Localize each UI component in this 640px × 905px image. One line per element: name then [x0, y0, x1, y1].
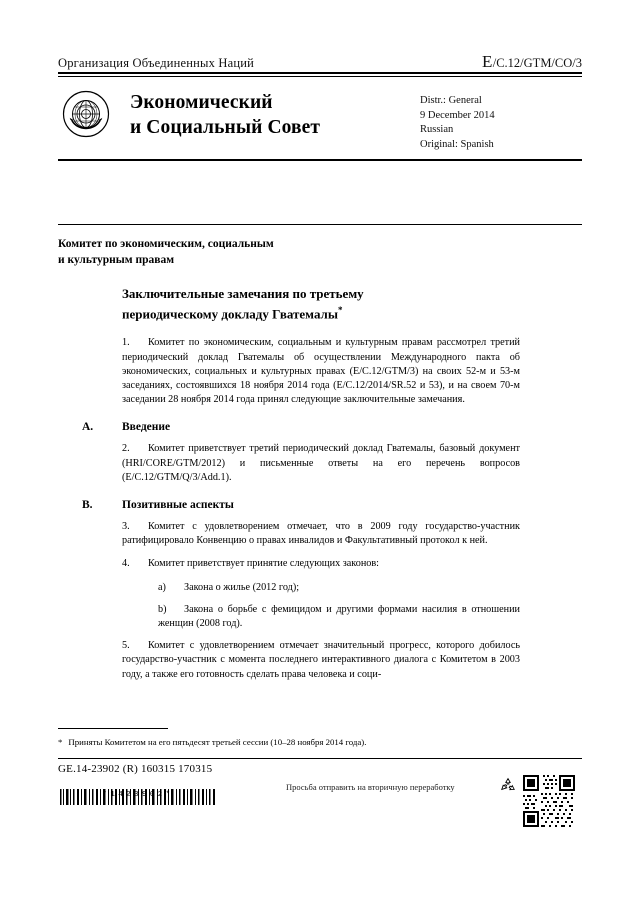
paragraph-text: Комитет приветствует третий периодический доклад Гватемалы, базовый документ (HRI/CORE/GTM/2012) и письменные ответы на его перечень вопросов (E/C.12/GTM/Q/3/Add.1). — [122, 443, 520, 483]
footer-rule — [58, 758, 582, 759]
committee-name — [58, 236, 458, 268]
page-title-line2 — [122, 302, 520, 322]
un-emblem-icon — [62, 90, 110, 138]
paragraph-text: Комитет с удовлетворением отмечает, что в 2009 году государство-участник ратифицировало Конвенцию о правах инвалидов и Факультативный протокол к ней. — [122, 520, 520, 547]
footnote-rule — [58, 728, 168, 729]
section-letter: B. — [82, 498, 93, 511]
section-title: Позитивные аспекты — [122, 498, 234, 511]
symbol-suffix: /C.12/GTM/CO/3 — [492, 56, 582, 70]
barcode-digits: *1423902* — [102, 791, 174, 799]
paragraph-1 — [122, 336, 520, 407]
sub-item-text: Закона о борьбе с фемицидом и другими формами насилия в отношении женщин (2008 год). — [158, 603, 520, 629]
section-letter: A. — [82, 421, 94, 434]
sub-item-a — [122, 581, 520, 595]
document-body — [82, 285, 520, 691]
symbol-prefix: E — [481, 52, 493, 71]
page-title-line2-text: периодическому докладу Гватемалы — [122, 306, 339, 322]
document-header — [58, 52, 582, 72]
paragraph-number: 2. — [122, 443, 130, 455]
qr-code-icon — [521, 773, 577, 829]
paragraph-number: 4. — [122, 558, 130, 570]
paragraph-3 — [122, 520, 520, 548]
footnote — [58, 736, 538, 748]
recycle-text: Просьба отправить на вторичную переработку — [286, 782, 455, 792]
recycle-icon — [500, 777, 516, 793]
committee-line-2: и культурным правам — [58, 254, 175, 266]
section-title: Введение — [122, 421, 171, 434]
distr-line-4: Original: Spanish — [420, 138, 494, 150]
paragraph-number: 3. — [122, 520, 130, 532]
section-heading-b — [82, 499, 520, 511]
job-number: GE.14-23902 (R) 160315 170315 — [58, 763, 213, 775]
document-symbol — [482, 52, 582, 72]
masthead-title-line1: Экономический — [130, 92, 273, 113]
paragraph-text: Комитет по экономическим, социальным и культурным правам рассмотрел третий периодический доклад Гватемалы об осуществлении Международного пакта об экономических, социальных и культурных правах (E/C.12/GTM/3) на своих 52-м и 53-м заседаниях, состоявшихся 18 ноября 2014 года (E/C.12/2014/SR.52 и 53), и на своем 70-м заседании 28 ноября 2014 года принял следующие заключительные замечания. — [122, 337, 520, 406]
footnote-marker: * — [58, 737, 63, 747]
paragraph-2 — [122, 442, 520, 485]
distr-line-3: Russian — [420, 124, 454, 135]
header-rule-thin — [58, 76, 582, 77]
masthead-title — [130, 90, 320, 140]
paragraph-4 — [122, 557, 520, 571]
header-rule-thick — [58, 72, 582, 74]
masthead — [58, 84, 582, 156]
page-title — [122, 285, 520, 322]
body-rule — [58, 224, 582, 225]
paragraph-5 — [122, 639, 520, 682]
committee-line-1: Комитет по экономическим, социальным — [58, 238, 274, 250]
distribution-block — [420, 94, 495, 152]
title-footnote-marker: * — [338, 305, 343, 315]
footnote-text: Приняты Комитетом на его пятьдесят третьей сессии (10–28 ноября 2014 года). — [68, 737, 367, 747]
sub-item-b — [122, 603, 520, 631]
masthead-rule — [58, 159, 582, 161]
organization-name: Организация Объединенных Наций — [58, 56, 255, 70]
paragraph-text: Комитет приветствует принятие следующих законов: — [148, 558, 380, 570]
masthead-title-line2: и Социальный Совет — [130, 117, 321, 138]
sub-item-text: Закона о жилье (2012 год); — [184, 581, 300, 593]
sub-item-letter: b) — [158, 603, 167, 615]
distr-line-2: 9 December 2014 — [420, 109, 495, 121]
paragraph-number: 5. — [122, 640, 130, 652]
paragraph-text: Комитет с удовлетворением отмечает значительный прогресс, которого добилось государство-участник с момента последнего интерактивного диалога с Комитетом в 2003 году, а также его готовность сделать права человека и соци- — [122, 640, 520, 680]
section-heading-a — [82, 421, 520, 433]
sub-item-letter: a) — [158, 581, 166, 593]
page-title-line1: Заключительные замечания по третьему — [122, 286, 364, 301]
distr-line-1: Distr.: General — [420, 95, 482, 106]
paragraph-number: 1. — [122, 337, 130, 349]
